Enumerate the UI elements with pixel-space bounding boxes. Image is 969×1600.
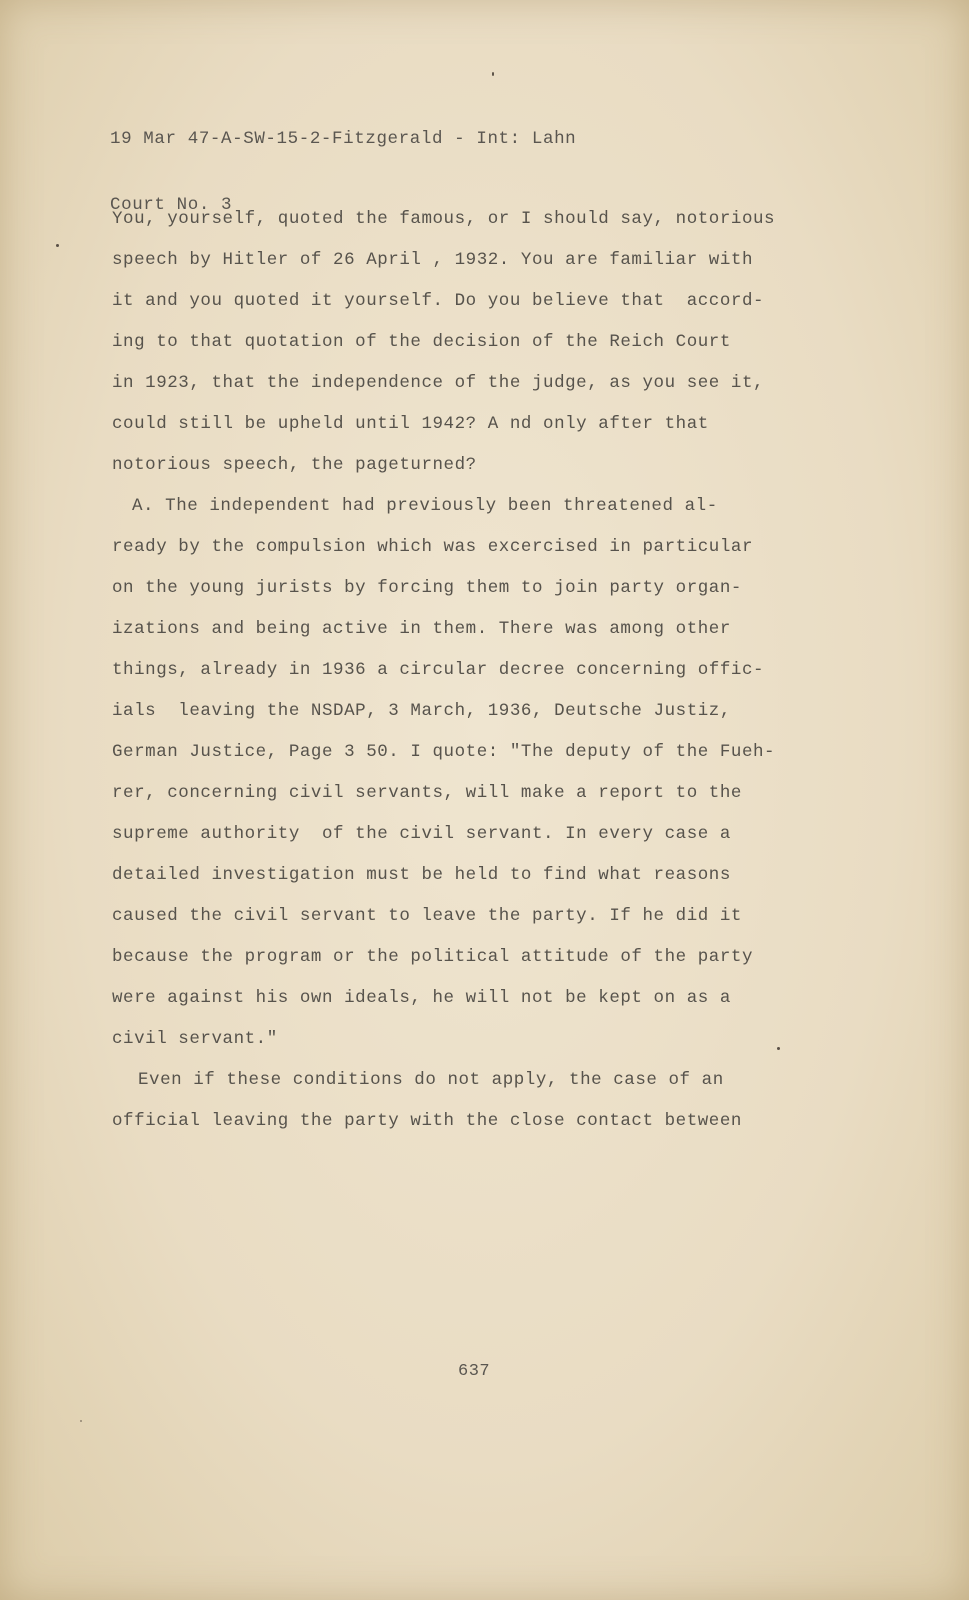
text-line: things, already in 1936 a circular decree concerning offic- [112,660,765,680]
paper-speck [777,1047,780,1050]
header-court-line: Court No. 3 [110,195,233,215]
text-line: it and you quoted it yourself. Do you believe that accord- [112,291,765,311]
text-line: could still be upheld until 1942? A nd only after that [112,414,709,434]
text-line: ials leaving the NSDAP, 3 March, 1936, Deutsche Justiz, [112,701,731,721]
page-number: 637 [458,1362,491,1381]
text-line: ready by the compulsion which was excercised in particular [112,537,753,557]
paper-speck [492,72,494,76]
text-line: detailed investigation must be held to find what reasons [112,865,731,885]
text-line: supreme authority of the civil servant. In every case a [112,824,731,844]
text-line: because the program or the political attitude of the party [112,947,753,967]
text-line: in 1923, that the independence of the judge, as you see it, [112,373,765,393]
paper-speck [56,244,59,247]
text-line: German Justice, Page 3 50. I quote: "The deputy of the Fueh- [112,742,776,762]
text-line: You, yourself, quoted the famous, or I should say, notorious [112,209,776,229]
text-line: on the young jurists by forcing them to join party organ- [112,578,742,598]
text-line: civil servant." [112,1029,278,1049]
answer-start-line: A. The independent had previously been threatened al- [132,496,718,516]
transcript-body [112,199,852,1142]
text-line: caused the civil servant to leave the party. If he did it [112,906,742,926]
text-line: were against his own ideals, he will not be kept on as a [112,988,731,1008]
paper-speck [80,1420,82,1422]
text-line: speech by Hitler of 26 April , 1932. You are familiar with [112,250,753,270]
text-line: rer, concerning civil servants, will make a report to the [112,783,742,803]
text-line: official leaving the party with the close contact between [112,1111,742,1131]
text-line: izations and being active in them. There was among other [112,619,731,639]
header-reference-line: 19 Mar 47-A-SW-15-2-Fitzgerald - Int: Lahn [110,129,577,149]
paragraph-start-line: Even if these conditions do not apply, the case of an [138,1070,724,1090]
text-line: notorious speech, the pageturned? [112,455,477,475]
text-line: ing to that quotation of the decision of the Reich Court [112,332,731,352]
